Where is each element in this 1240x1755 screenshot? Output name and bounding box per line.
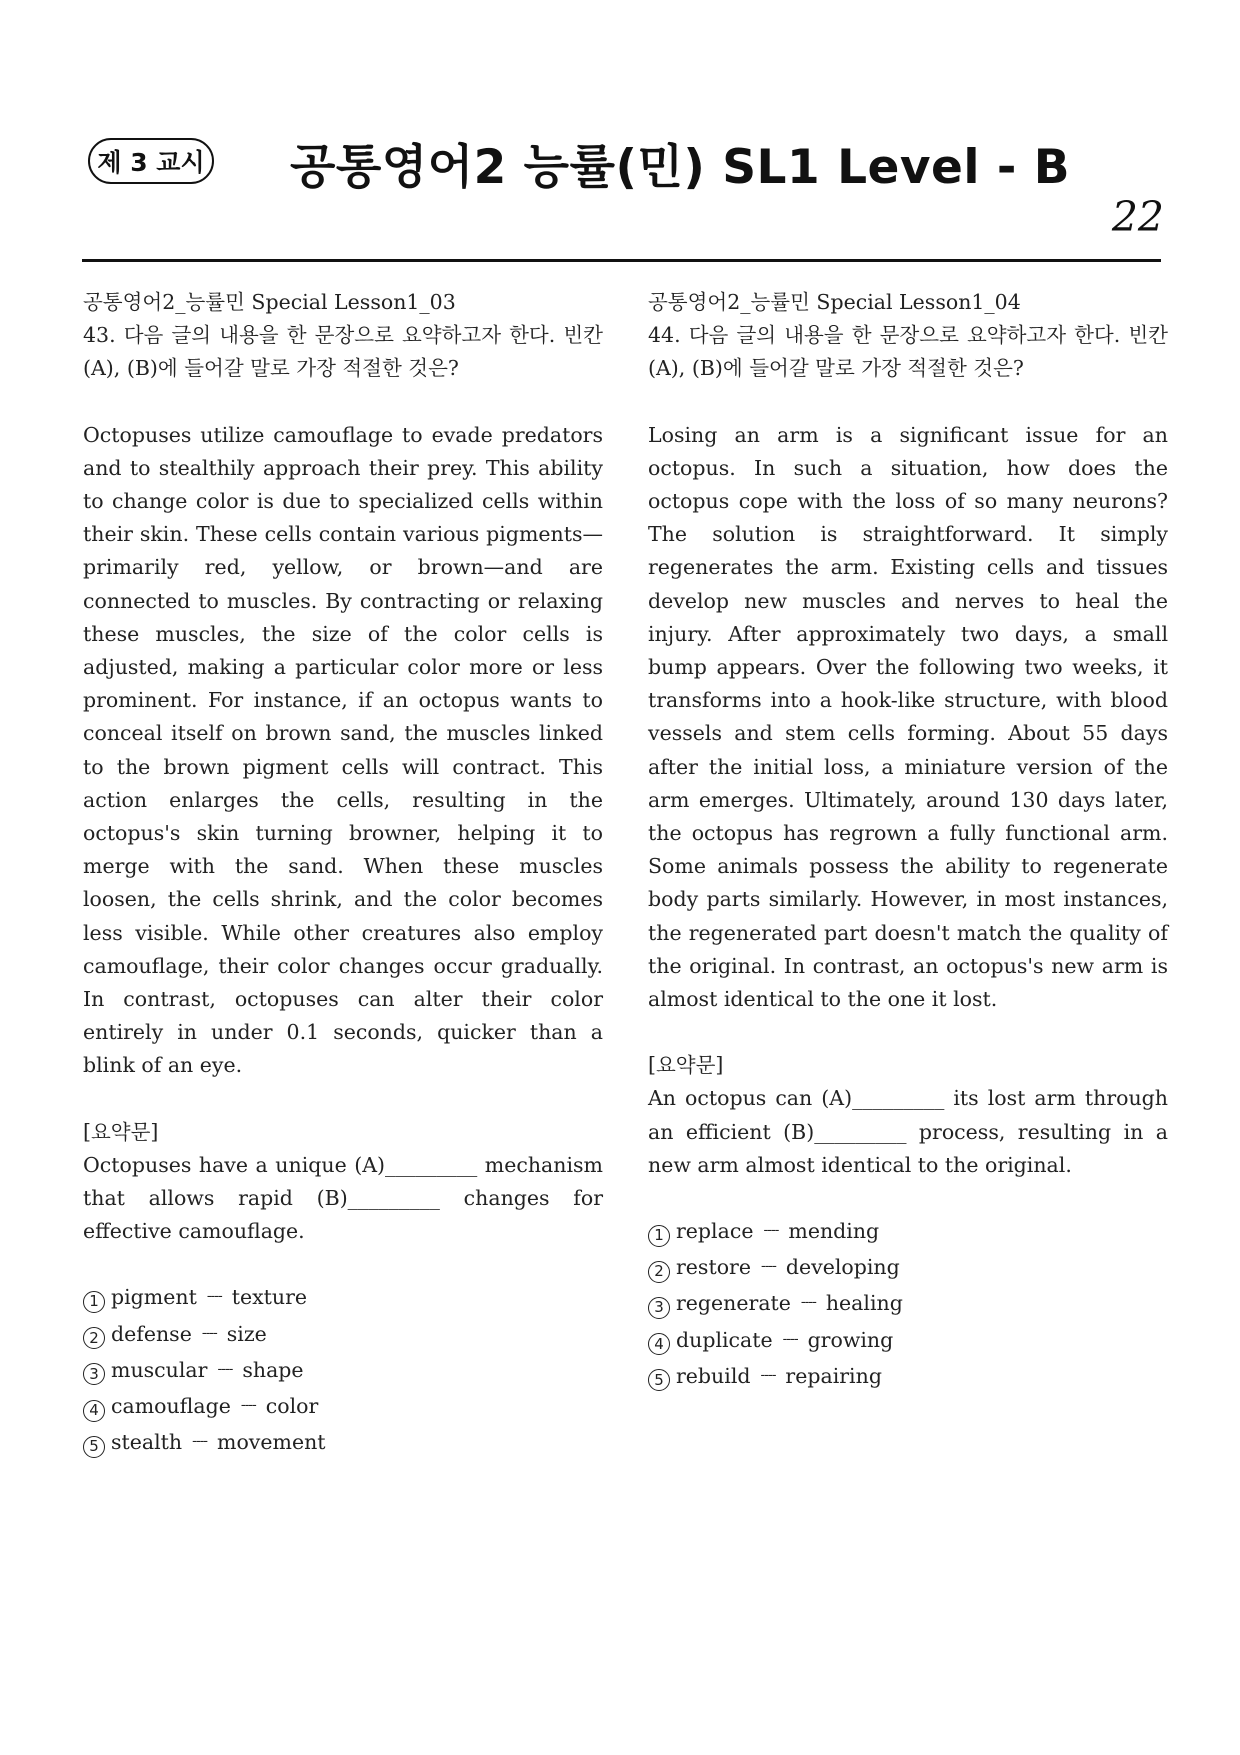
answer-choice[interactable]	[83, 1281, 603, 1317]
period-badge	[88, 138, 214, 184]
choice-b: healing	[825, 1291, 903, 1316]
choice-b: growing	[807, 1327, 894, 1352]
choice-a: regenerate	[676, 1291, 791, 1316]
question-source: 공통영어2_능률민 Special Lesson1_03	[83, 290, 456, 314]
question-44	[648, 286, 1168, 1396]
answer-choice[interactable]	[648, 1324, 1168, 1360]
choice-b: color	[265, 1394, 319, 1419]
choice-separator: ----	[217, 1360, 233, 1377]
answer-choice[interactable]	[83, 1318, 603, 1354]
choice-a: rebuild	[676, 1363, 751, 1388]
page-number: 22	[1111, 193, 1164, 241]
choice-number: 1	[83, 1291, 105, 1313]
choice-b: mending	[788, 1219, 880, 1244]
choice-b: shape	[242, 1357, 304, 1382]
choice-a: defense	[111, 1321, 192, 1346]
answer-choice[interactable]	[648, 1360, 1168, 1396]
choice-separator: ----	[760, 1258, 776, 1275]
choice-a: replace	[676, 1219, 754, 1244]
choice-a: stealth	[111, 1430, 183, 1455]
answer-choices	[648, 1215, 1168, 1396]
answer-choice[interactable]	[648, 1251, 1168, 1287]
answer-choices	[83, 1281, 603, 1462]
answer-choice[interactable]	[83, 1390, 603, 1426]
choice-number: 2	[648, 1261, 670, 1283]
choice-number: 3	[648, 1297, 670, 1319]
answer-choice[interactable]	[648, 1215, 1168, 1251]
answer-choice[interactable]	[83, 1354, 603, 1390]
choice-separator: ----	[206, 1288, 222, 1305]
choice-b: size	[226, 1321, 267, 1346]
choice-number: 1	[648, 1225, 670, 1247]
choice-b: developing	[785, 1255, 900, 1280]
question-passage: Losing an arm is a significant issue for an octopus. In such a situation, how does the octopus cope with the loss of so many neurons? The solution is straightforward. It simply regenerates the arm. Existing cells and tissues develop new muscles and nerves to heal the injury. After approximately two days, a small bump appears. Over the following two weeks, it transforms into a hook-like structure, with blood vessels and stem cells forming. About 55 days after the initial loss, a miniature version of the arm emerges. Ultimately, around 130 days later, the octopus has regrown a fully functional arm. Some animals possess the ability to regenerate body parts similarly. However, in most instances, the regenerated part doesn't match the quality of the original. In contrast, an octopus's new arm is almost identical to the one it lost.	[648, 422, 1168, 1012]
summary-text: An octopus can (A)_________ its lost arm through an efficient (B)_________ process, resulting in a new arm almost identical to the original.	[648, 1086, 1168, 1177]
choice-number: 4	[648, 1333, 670, 1355]
choice-a: pigment	[111, 1285, 197, 1310]
choice-separator: ----	[800, 1294, 816, 1311]
choice-a: restore	[676, 1255, 751, 1280]
period-label: 제 3 교시	[97, 148, 205, 177]
choice-separator: ----	[763, 1222, 779, 1239]
choice-b: repairing	[785, 1363, 882, 1388]
exam-title: 공통영어2 능률(민) SL1 Level - B	[290, 140, 1071, 195]
choice-a: duplicate	[676, 1327, 773, 1352]
summary-text: Octopuses have a unique (A)_________ mechanism that allows rapid (B)_________ changes for effective camouflage.	[83, 1152, 603, 1244]
choice-separator: ----	[192, 1433, 208, 1450]
choice-separator: ----	[201, 1324, 217, 1341]
answer-choice[interactable]	[648, 1287, 1168, 1323]
choice-number: 5	[648, 1369, 670, 1391]
choice-separator: ----	[240, 1397, 256, 1414]
header-divider	[82, 259, 1161, 262]
choice-number: 5	[83, 1436, 105, 1458]
choice-separator: ----	[782, 1330, 798, 1347]
choice-number: 3	[83, 1363, 105, 1385]
question-43	[83, 286, 603, 1463]
question-source: 공통영어2_능률민 Special Lesson1_04	[648, 290, 1021, 314]
question-passage: Octopuses utilize camouflage to evade predators and to stealthily approach their prey. This ability to change color is due to specialized cells within their skin. These cells contain various pigments—primarily red, yellow, or brown—and are connected to muscles. By contracting or relaxing these muscles, the size of the color cells is adjusted, making a particular color more or less prominent. For instance, if an octopus wants to conceal itself on brown sand, the muscles linked to the brown pigment cells will contract. This action enlarges the cells, resulting in the octopus's skin turning browner, helping it to merge with the sand. When these muscles loosen, the cells shrink, and the color becomes less visible. While other creatures also employ camouflage, their color changes occur gradually. In contrast, octopuses can alter their color entirely in under 0.1 seconds, quicker than a blink of an eye.	[83, 422, 603, 1078]
choice-number: 4	[83, 1400, 105, 1422]
choice-b: movement	[217, 1430, 326, 1455]
question-prompt: 43. 다음 글의 내용을 한 문장으로 요약하고자 한다. 빈칸 (A), (B)에 들어갈 말로 가장 적절한 것은?	[83, 323, 603, 381]
choice-number: 2	[83, 1327, 105, 1349]
choice-a: muscular	[111, 1357, 208, 1382]
summary-heading: [요약문]	[83, 1119, 159, 1144]
choice-b: texture	[231, 1285, 308, 1310]
choice-a: camouflage	[111, 1394, 231, 1419]
summary-heading: [요약문]	[648, 1053, 724, 1078]
answer-choice[interactable]	[83, 1426, 603, 1462]
question-prompt: 44. 다음 글의 내용을 한 문장으로 요약하고자 한다. 빈칸 (A), (B)에 들어갈 말로 가장 적절한 것은?	[648, 323, 1168, 381]
choice-separator: ----	[760, 1366, 776, 1383]
